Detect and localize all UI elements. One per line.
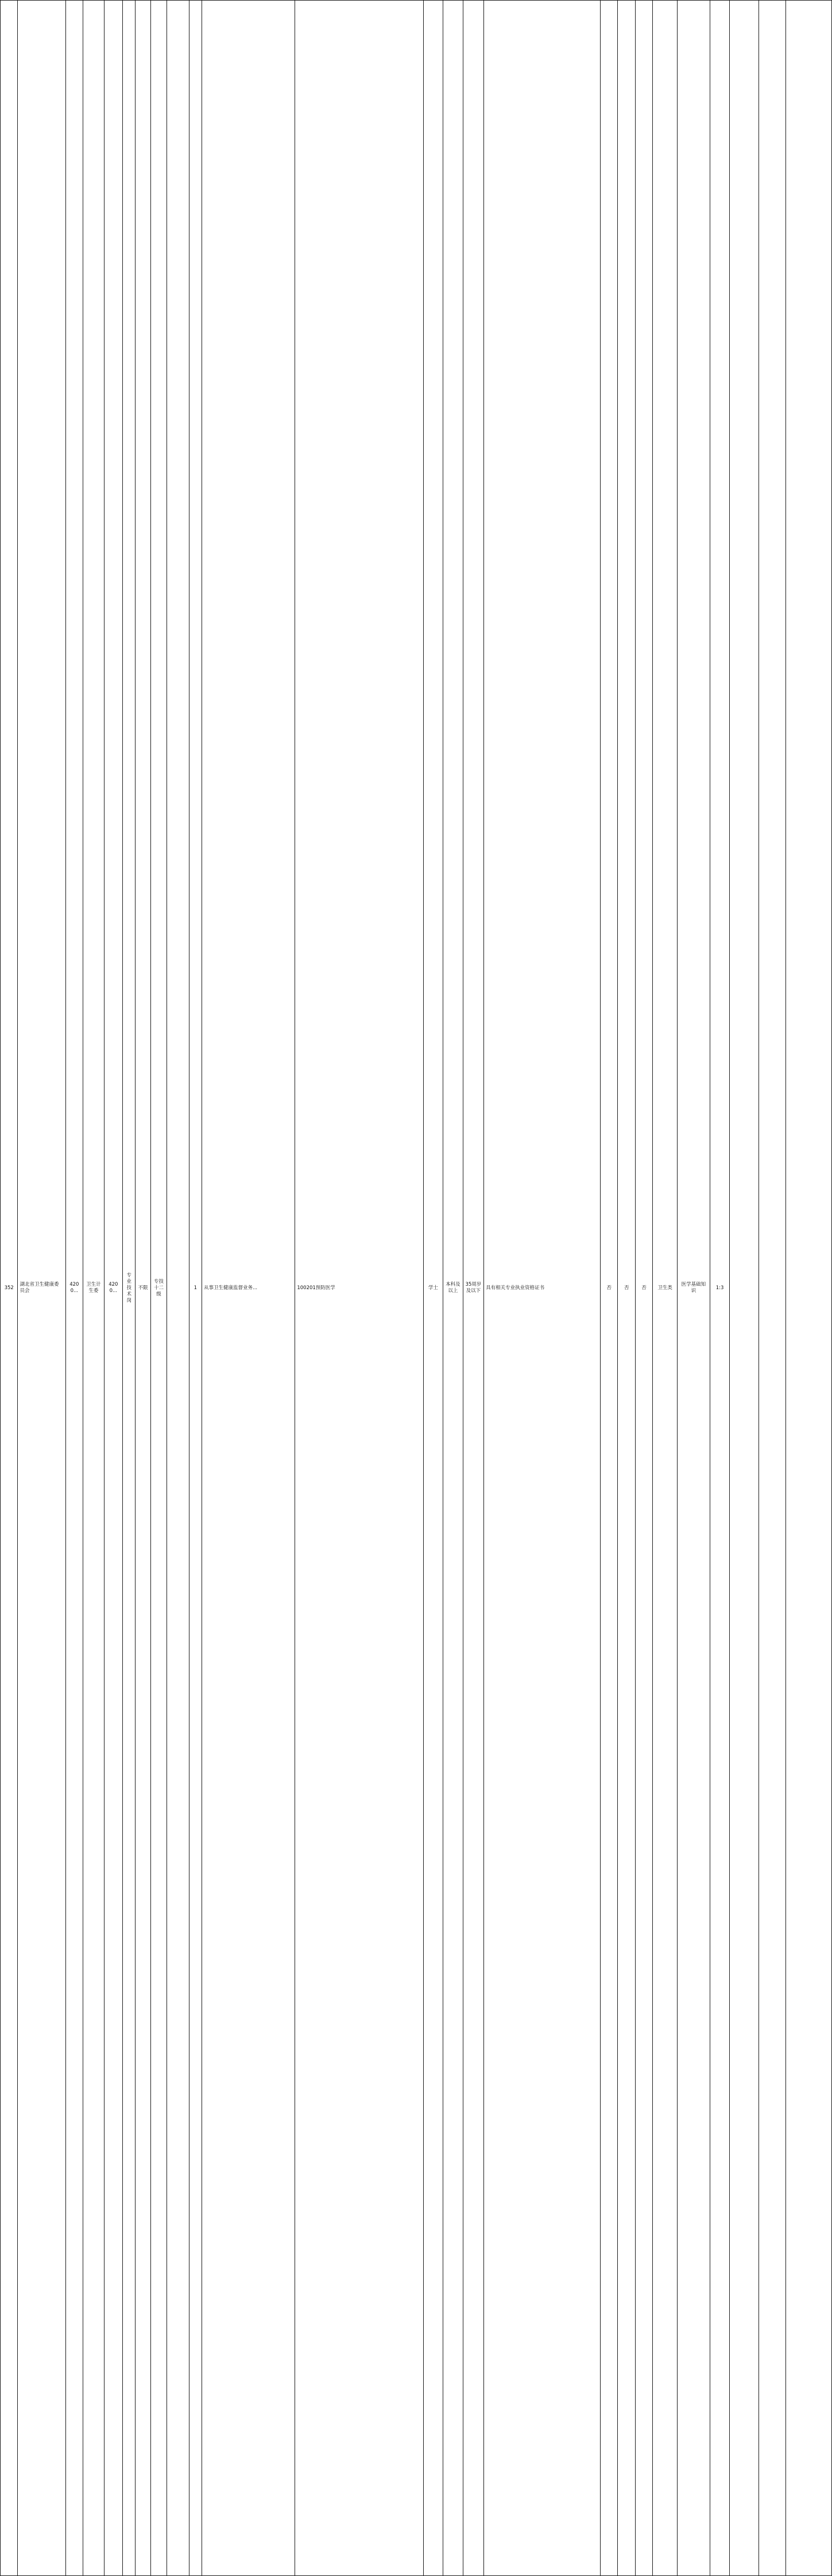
cell-ratio[interactable]: 1:3 — [710, 1, 730, 2576]
cell-age[interactable]: 35周岁及以下 — [463, 1, 484, 2576]
cell-other[interactable]: 具有相关专业执业资格证书 — [484, 1, 601, 2576]
cell-post-name[interactable] — [167, 1, 189, 2576]
cell-num[interactable]: 1 — [189, 1, 202, 2576]
cell-mar[interactable]: 卫生类 — [653, 1, 678, 2576]
cell-seq[interactable]: 352 — [1, 1, 18, 2576]
cell-phys[interactable]: 否 — [601, 1, 618, 2576]
cell-major[interactable]: 100201预防医学 — [295, 1, 423, 2576]
cell-post-code[interactable]: 4200... — [104, 1, 122, 2576]
cell-note[interactable] — [785, 1, 831, 2576]
cell-post-kind[interactable]: 不限 — [136, 1, 150, 2576]
table-body — [1, 1, 832, 2576]
cell-cat[interactable] — [759, 1, 786, 2576]
cell-code[interactable]: 4200... — [65, 1, 83, 2576]
table-row — [1, 1, 832, 2576]
cell-post-level[interactable]: 专技十二级 — [150, 1, 167, 2576]
cell-degree[interactable]: 学士 — [423, 1, 443, 2576]
cell-ins[interactable]: 否 — [618, 1, 635, 2576]
cell-post-intro[interactable]: 从事卫生健康监督业务... — [202, 1, 295, 2576]
cell-test-type[interactable] — [730, 1, 759, 2576]
cell-hea[interactable]: 否 — [635, 1, 652, 2576]
cell-unit[interactable]: 湖北省卫生健康委员会 — [18, 1, 65, 2576]
cell-post-type[interactable]: 专业技术岗 — [123, 1, 136, 2576]
cell-dept[interactable]: 卫生计生委 — [83, 1, 105, 2576]
cell-edu[interactable]: 本科及以上 — [443, 1, 463, 2576]
cell-exam-type[interactable]: 医学基础知识 — [677, 1, 710, 2576]
